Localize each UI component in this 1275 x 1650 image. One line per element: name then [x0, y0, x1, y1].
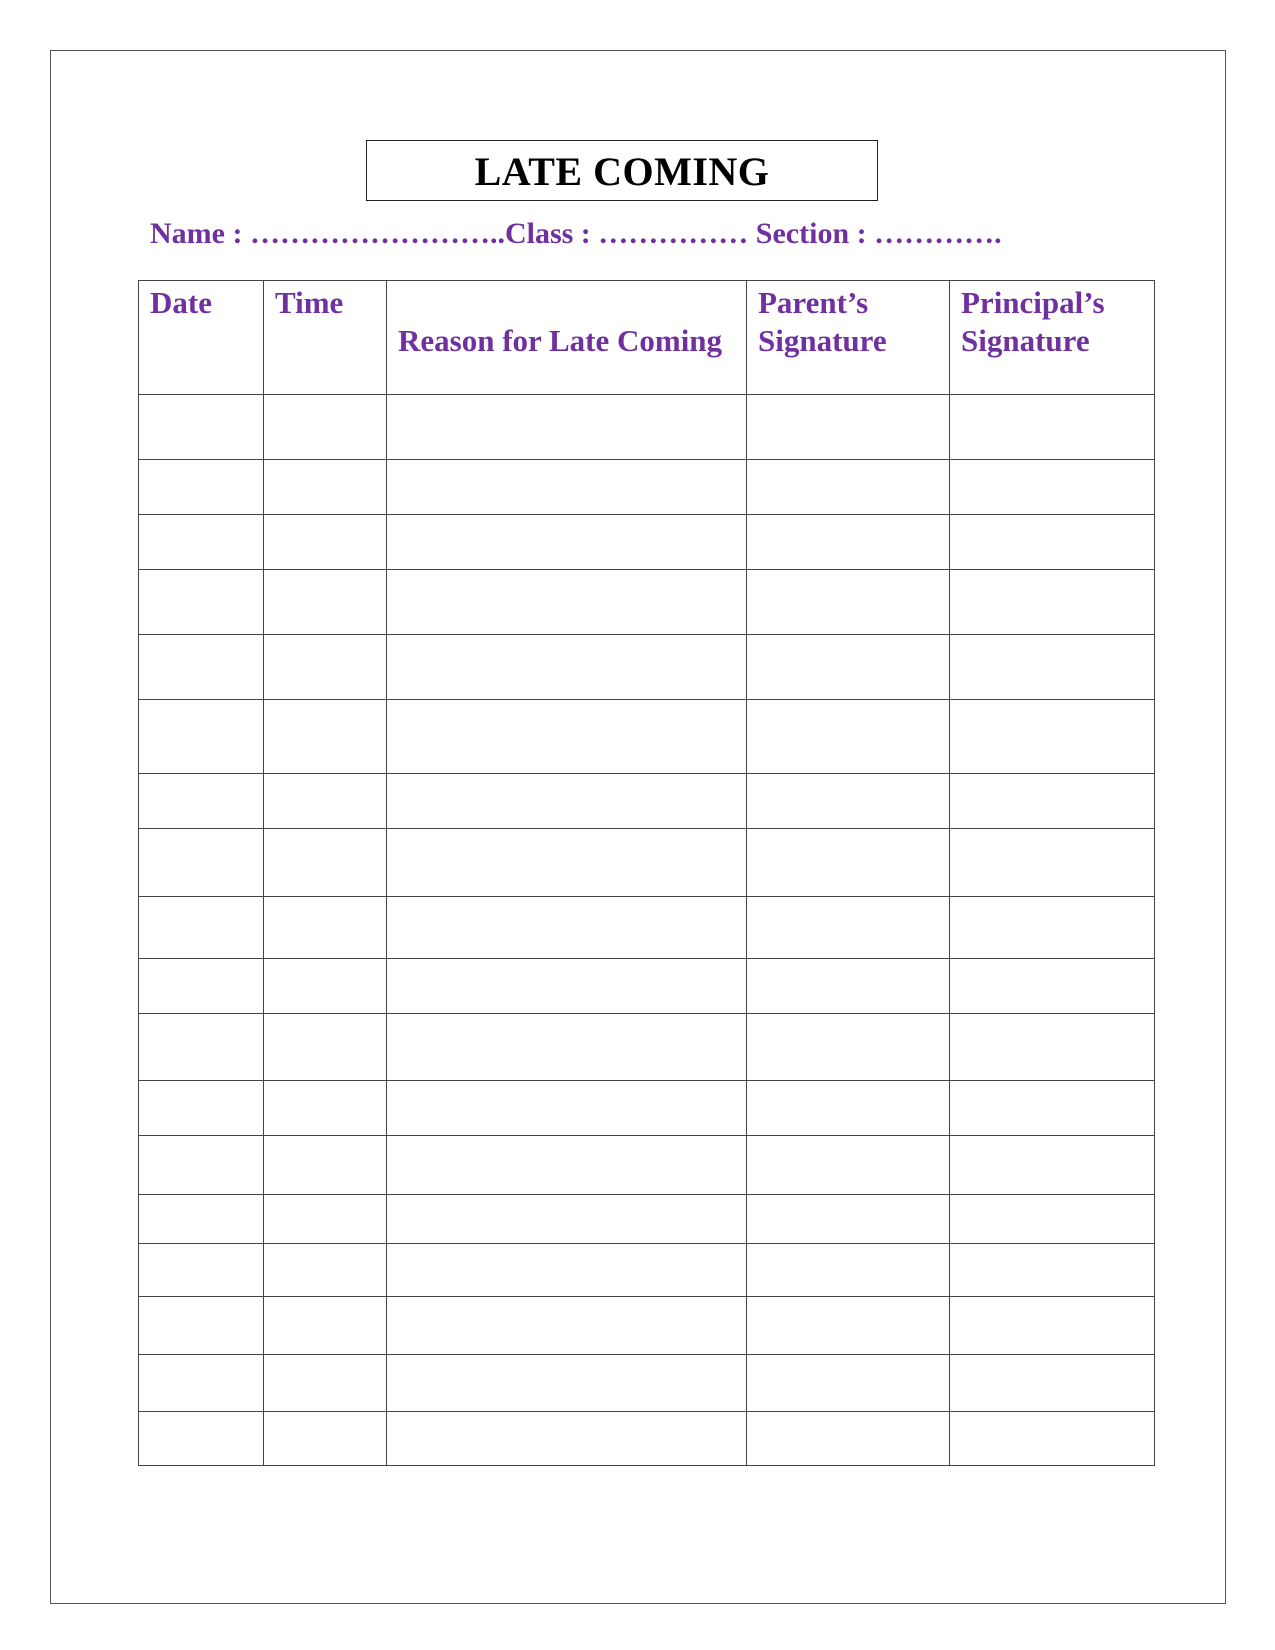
cell-time — [264, 635, 387, 700]
cell-principal-signature — [950, 1136, 1155, 1195]
cell-date — [139, 959, 264, 1014]
cell-reason — [387, 515, 747, 570]
cell-time — [264, 700, 387, 774]
cell-time — [264, 1136, 387, 1195]
cell-reason — [387, 1412, 747, 1466]
cell-time — [264, 1297, 387, 1355]
cell-date — [139, 1081, 264, 1136]
cell-time — [264, 1244, 387, 1297]
cell-reason — [387, 897, 747, 959]
cell-time — [264, 515, 387, 570]
cell-time — [264, 460, 387, 515]
header-parent-signature: Parent’s Signature — [747, 281, 950, 395]
table-row — [139, 635, 1155, 700]
cell-parent-signature — [747, 460, 950, 515]
cell-principal-signature — [950, 1355, 1155, 1412]
cell-principal-signature — [950, 774, 1155, 829]
cell-principal-signature — [950, 829, 1155, 897]
cell-parent-signature — [747, 1136, 950, 1195]
student-info-line: Name : ……………………..Class : …………… Section : …………. — [150, 217, 1002, 250]
cell-time — [264, 774, 387, 829]
page-title: LATE COMING — [474, 149, 770, 194]
cell-parent-signature — [747, 700, 950, 774]
cell-reason — [387, 1081, 747, 1136]
cell-date — [139, 1014, 264, 1081]
table-row — [139, 1412, 1155, 1466]
cell-date — [139, 460, 264, 515]
cell-time — [264, 959, 387, 1014]
cell-principal-signature — [950, 395, 1155, 460]
cell-date — [139, 635, 264, 700]
cell-parent-signature — [747, 1244, 950, 1297]
cell-date — [139, 515, 264, 570]
table-row — [139, 774, 1155, 829]
table-row — [139, 959, 1155, 1014]
cell-date — [139, 897, 264, 959]
title-box — [366, 140, 878, 201]
table-row — [139, 829, 1155, 897]
cell-principal-signature — [950, 515, 1155, 570]
cell-date — [139, 1195, 264, 1244]
cell-reason — [387, 635, 747, 700]
cell-date — [139, 570, 264, 635]
cell-principal-signature — [950, 460, 1155, 515]
table-body — [139, 395, 1155, 1466]
table-row — [139, 570, 1155, 635]
cell-parent-signature — [747, 1412, 950, 1466]
cell-principal-signature — [950, 570, 1155, 635]
table-row — [139, 395, 1155, 460]
cell-time — [264, 395, 387, 460]
cell-reason — [387, 1355, 747, 1412]
cell-parent-signature — [747, 570, 950, 635]
table-row — [139, 1297, 1155, 1355]
cell-parent-signature — [747, 897, 950, 959]
cell-time — [264, 570, 387, 635]
cell-parent-signature — [747, 635, 950, 700]
cell-principal-signature — [950, 635, 1155, 700]
cell-parent-signature — [747, 959, 950, 1014]
table-row — [139, 1195, 1155, 1244]
cell-parent-signature — [747, 1014, 950, 1081]
table-row — [139, 1081, 1155, 1136]
cell-principal-signature — [950, 1014, 1155, 1081]
cell-parent-signature — [747, 1195, 950, 1244]
cell-reason — [387, 700, 747, 774]
cell-principal-signature — [950, 959, 1155, 1014]
cell-time — [264, 829, 387, 897]
cell-date — [139, 700, 264, 774]
table-row — [139, 1355, 1155, 1412]
table-row — [139, 1014, 1155, 1081]
table-row — [139, 1244, 1155, 1297]
cell-principal-signature — [950, 1081, 1155, 1136]
table-header-row — [139, 281, 1155, 395]
cell-reason — [387, 395, 747, 460]
cell-date — [139, 1244, 264, 1297]
cell-reason — [387, 1297, 747, 1355]
cell-reason — [387, 460, 747, 515]
table-row — [139, 700, 1155, 774]
cell-date — [139, 1136, 264, 1195]
table-row — [139, 897, 1155, 959]
cell-time — [264, 1195, 387, 1244]
cell-time — [264, 897, 387, 959]
cell-principal-signature — [950, 1412, 1155, 1466]
table-row — [139, 515, 1155, 570]
table-row — [139, 460, 1155, 515]
cell-date — [139, 1297, 264, 1355]
cell-principal-signature — [950, 1195, 1155, 1244]
header-principal-signature: Principal’s Signature — [950, 281, 1155, 395]
cell-parent-signature — [747, 1081, 950, 1136]
cell-principal-signature — [950, 897, 1155, 959]
cell-time — [264, 1014, 387, 1081]
cell-principal-signature — [950, 1297, 1155, 1355]
cell-principal-signature — [950, 700, 1155, 774]
cell-reason — [387, 774, 747, 829]
cell-time — [264, 1412, 387, 1466]
late-coming-table — [138, 280, 1155, 1466]
header-time: Time — [264, 281, 387, 395]
cell-reason — [387, 1014, 747, 1081]
cell-date — [139, 774, 264, 829]
cell-reason — [387, 1195, 747, 1244]
header-reason-label: Reason for Late Coming — [398, 323, 723, 358]
cell-time — [264, 1355, 387, 1412]
cell-reason — [387, 829, 747, 897]
cell-date — [139, 395, 264, 460]
cell-reason — [387, 959, 747, 1014]
cell-principal-signature — [950, 1244, 1155, 1297]
cell-reason — [387, 1136, 747, 1195]
table-row — [139, 1136, 1155, 1195]
cell-parent-signature — [747, 515, 950, 570]
cell-date — [139, 829, 264, 897]
cell-reason — [387, 1244, 747, 1297]
cell-time — [264, 1081, 387, 1136]
cell-date — [139, 1412, 264, 1466]
cell-parent-signature — [747, 1355, 950, 1412]
cell-parent-signature — [747, 1297, 950, 1355]
cell-reason — [387, 570, 747, 635]
cell-parent-signature — [747, 829, 950, 897]
cell-parent-signature — [747, 395, 950, 460]
header-date: Date — [139, 281, 264, 395]
cell-date — [139, 1355, 264, 1412]
header-reason — [387, 281, 747, 395]
cell-parent-signature — [747, 774, 950, 829]
